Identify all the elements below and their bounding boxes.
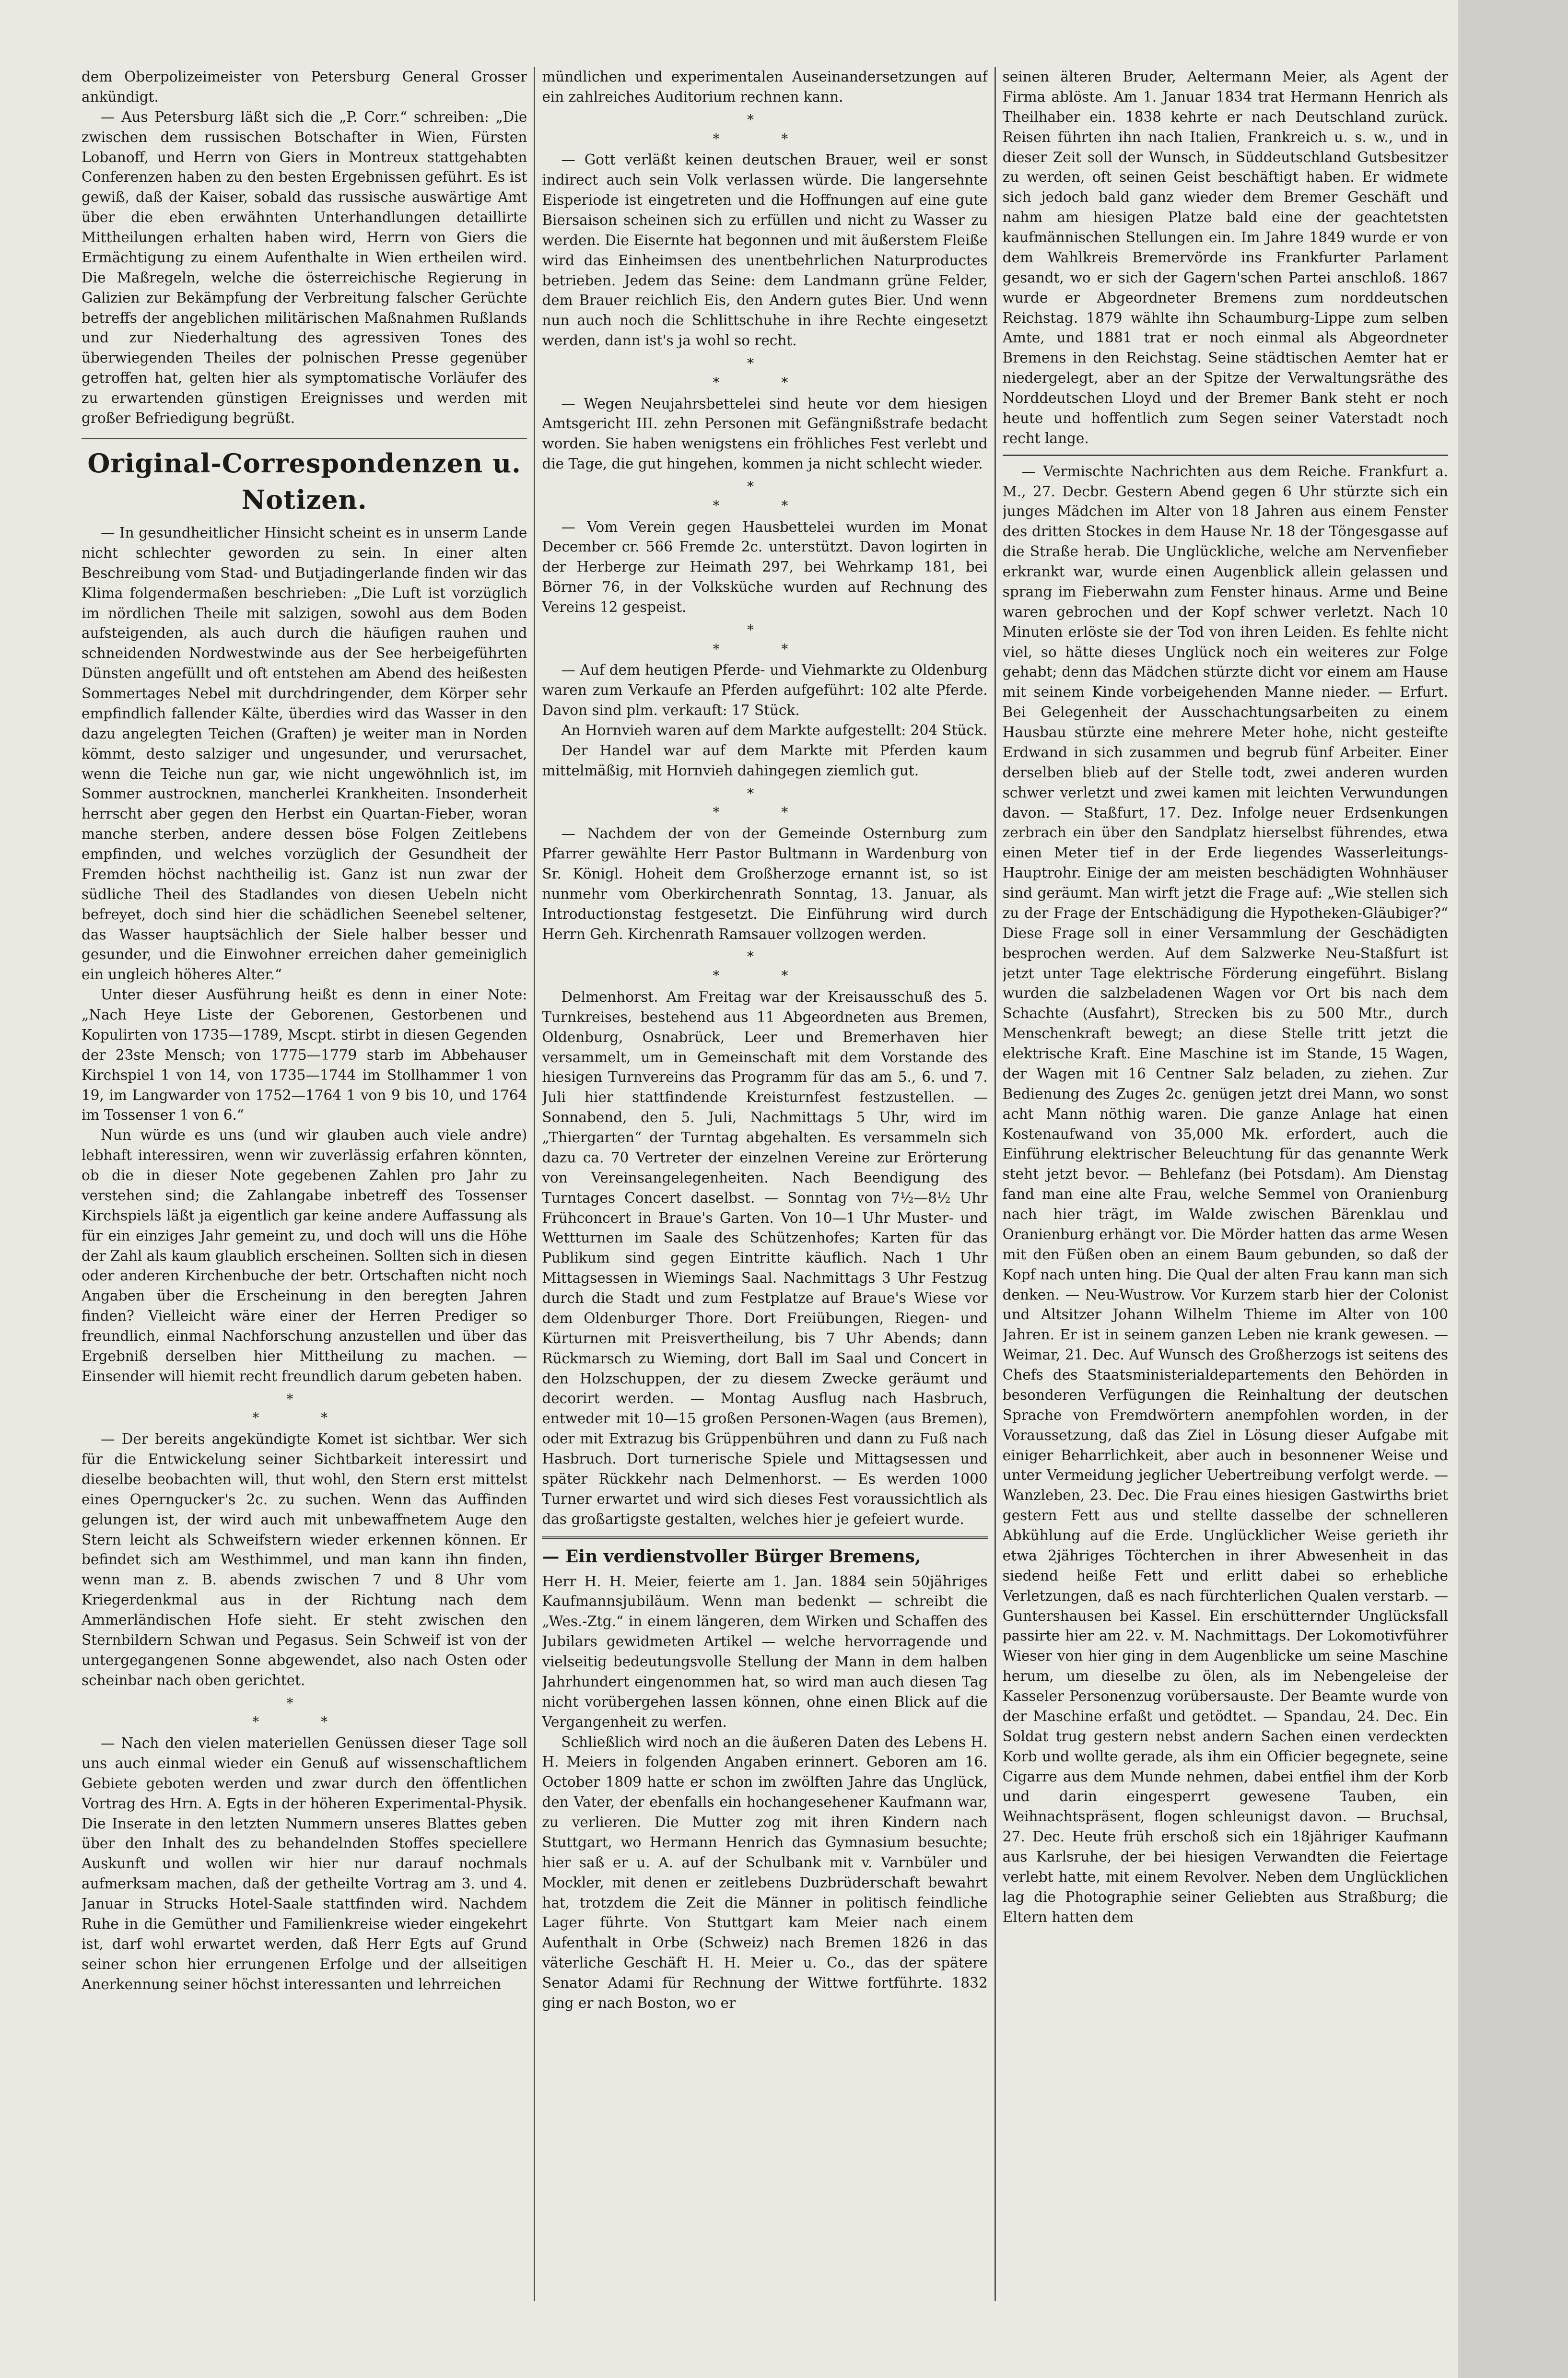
paragraph: Der Handel war auf dem Markte mit Pferden kaum mittelmäßig, mit Hornvieh dahingegen ziemlich gut. [542, 742, 988, 779]
section-heading: Original-Correspondenzen u. Notizen. [82, 438, 527, 518]
paragraph: Delmenhorst. Am Freitag war der Kreisausschuß des 5. Turnkreises, bestehend aus 11 Abgeordneten aus Bremen, Oldenburg, Osnabrück, Leer und Bremerhaven hier versammelt, um in Gemeinschaft mit dem Vorstande des hiesigen Turnvereins das Programm für das am 5., 6. und 7. Juli hier stattfindende Kreisturnfest festzustellen. — Sonnabend, den 5. Juli, Nachmittags 5 Uhr, wird im „Thiergarten“ der Turntag abgehalten. Es versammeln sich dazu ca. 70 Vertreter der einzelnen Vereine zur Erörterung von Vereinsangelegenheiten. Nach Beendigung des Turntages Concert daselbst. — Sonntag von 7½—8½ Uhr Frühconcert in Braue's Garten. Von 10—1 Uhr Muster- und Wettturnen im Saale des Schützenhofes; Karten für das Publikum sind gegen Eintritte käuflich. Nach 1 Uhr Mittagsessen in Wiemings Saal. Nachmittags 3 Uhr Festzug durch die Stadt und zum Festplatze auf Braue's Wiese vor dem Oldenburger Thore. Dort Freiübungen, Riegen- und Kürturnen mit Preisvertheilung, bis 7 Uhr Abends; dann Rückmarsch zu Wieming, dort Ball im Saal und Concert in den Holzschuppen, der zu diesem Zwecke geräumt und decorirt werden. — Montag Ausflug nach Hasbruch, entweder mit 10—15 großen Personen-Wagen (aus Bremen), oder mit Extrazug bis Grüppenbühren und dann zu Fuß nach Hasbruch. Dort turnerische Spiele und Mittagsessen und später Rückkehr nach Delmenhorst. — Es werden 1000 Turner erwartet und wird sich dieses Fest voraussichtlich als das großartigste gestalten, welches hier je gefeiert wurde. [542, 988, 988, 1527]
paragraph: — Gott verläßt keinen deutschen Brauer, weil er sonst indirect auch sein Volk verlassen würde. Die langersehnte Eisperiode ist eingetreten und die Hoffnungen auf eine gute Biersaison scheinen sich zu erfüllen und nicht zu Wasser zu werden. Die Eisernte hat begonnen und mit äußerstem Fleiße wird das Einheimsen des unentbehrlichen Naturproductes betrieben. Jedem das Seine: dem Landmann grüne Felder, dem Brauer reichlich Eis, den Andern gutes Bier. Und wenn nun auch noch die Schlittschuhe in ihre Rechte eingesetzt werden, dann ist's ja wohl so recht. [542, 152, 988, 349]
paragraph: Herr H. H. Meier, feierte am 1. Jan. 1884 sein 50jähriges Kaufmannsjubiläum. Wenn man bedenkt — schreibt die „Wes.-Ztg.“ in einem längeren, dem Wirken und Schaffen des Jubilars gewidmeten Artikel — welche hervorragende und vielseitig bedeutungsvolle Stellung der Mann in dem halben Jahrhundert eingenommen hat, so wird man auch diesen Tag nicht vorübergehen lassen können, ohne einen Blick auf die Vergangenheit zu werfen. [542, 1573, 988, 1730]
separator-stars: * * * [252, 1695, 357, 1730]
separator-stars: * * * [713, 949, 817, 984]
column-2 [542, 67, 987, 2301]
paragraph: — Wegen Neujahrsbettelei sind heute vor dem hiesigen Amtsgericht III. zehn Personen mit Gefängnißstrafe bedacht worden. Sie haben wenigstens ein fröhliches Fest verlebt und die Tage, die gut hingehen, kommen ja nicht schlecht wieder. [542, 395, 988, 472]
separator-stars: * * * [713, 621, 817, 657]
paragraph: — Vom Verein gegen Hausbettelei wurden im Monat December cr. 566 Fremde 2c. unterstützt. Davon logirten in der Herberge zur Heimath 297, bei Wehrkamp 181, bei Börner 76, in der Volksküche wurden auf Rechnung des Vereins 12 gespeist. [542, 518, 988, 615]
column-rule [995, 67, 996, 2301]
paragraph: seinen älteren Bruder, Aeltermann Meier, als Agent der Firma ablöste. Am 1. Januar 1834 trat Hermann Henrich als Theilhaber ein. 1838 kehrte er nach Deutschland zurück. Reisen führten ihn nach Italien, Frankreich u. s. w., und in dieser Zeit soll der Wunsch, in Süddeutschland Gutsbesitzer zu werden, oft seinen Geist beschäftigt haben. Er widmete sich jedoch bald ganz wieder dem Bremer Geschäft und nahm am hiesigen Platze bald eine der geachtetsten kaufmännischen Stellungen ein. Im Jahre 1849 wurde er von dem Wahlkreis Bremervörde ins Frankfurter Parlament gesandt, wo er sich der Gagern'schen Partei anschloß. 1867 wurde er Abgeordneter Bremens zum norddeutschen Reichstag. 1879 wählte ihn Schaumburg-Lippe zum selben Amte, und 1881 trat er noch einmal als Abgeordneter Bremens in den Reichstag. Seine städtischen Aemter hat er niedergelegt, aber an der Spitze der Verwaltungsräthe des Norddeutschen Lloyd und der Bremer Bank steht er noch heute und hoffentlich zum Segen seiner Vaterstadt noch recht lange. [1002, 69, 1448, 446]
paragraph: — Auf dem heutigen Pferde- und Viehmarkte zu Oldenburg waren zum Verkaufe an Pferden aufgeführt: 102 alte Pferde. Davon sind plm. verkauft: 17 Stück. [542, 662, 988, 719]
separator-stars: * * * [713, 111, 817, 147]
paragraph: — Nach den vielen materiellen Genüssen dieser Tage soll uns auch einmal wieder ein Genuß auf wissenschaftlichem Gebiete geboten werden und zwar durch den öffentlichen Vortrag des Hrn. A. Egts in der höheren Experimental-Physik. Die Inserate in den letzten Nummern unseres Blattes geben über den Inhalt des zu behandelnden Stoffes speciellere Auskunft und wollen wir hier nur darauf nochmals aufmerksam machen, daß der getheilte Vortrag am 3. und 4. Januar in Strucks Hotel-Saale stattfinden wird. Nachdem Ruhe in die Gemüther und Familienkreise wieder eingekehrt ist, darf wohl erwartet werden, daß Herr Egts auf Grund seiner schon hier errungenen Erfolge und der allseitigen Anerkennung seiner höchst interessanten und lehrreichen [82, 1735, 527, 1992]
separator-stars: * * * [713, 479, 817, 514]
column-3 [1003, 67, 1448, 2301]
paragraph: — Nachdem der von der Gemeinde Osternburg zum Pfarrer gewählte Herr Pastor Bultmann in Wardenburg von Sr. Königl. Hoheit dem Großherzoge ernannt ist, so ist nunmehr vom Oberkirchenrath Sonntag, 13. Januar, als Introductionstag festgesetzt. Die Einführung wird durch Herrn Geh. Kirchenrath Ramsauer vollzogen werden. [542, 825, 988, 942]
paragraph: Unter dieser Ausführung heißt es denn in einer Note: „Nach Heye Liste der Geborenen, Gestorbenen und Kopulirten von 1735—1789, Mscpt. stirbt in diesen Gegenden der 23ste Mensch; von 1775—1779 starb im Abbehauser Kirchspiel 1 von 14, von 1735—1744 im Stollhammer 1 von 19, im Langwarder von 1752—1764 1 von 9 bis 10, und 1764 im Tossenser 1 von 6.“ [82, 986, 527, 1124]
paragraph: mündlichen und experimentalen Auseinandersetzungen auf ein zahlreiches Auditorium rechnen kann. [542, 69, 988, 105]
divider [1003, 455, 1448, 456]
column-rule [534, 67, 535, 2301]
paragraph: Nun würde es uns (und wir glauben auch viele andre) lebhaft interessiren, wenn wir zuverlässig erfahren könnten, ob die in dieser Note gegebenen Zahlen pro Jahr zu verstehen sind; die Zahlangabe inbetreff des Tossenser Kirchspiels läßt ja eigentlich gar keine andere Auffassung als für ein einziges Jahr gemeint zu, und doch will uns die Höhe der Zahl als kaum glaublich erscheinen. Sollten sich in diesen oder anderen Kirchenbuche der betr. Ortschaften nicht noch Angaben über die Erscheinung in den beregten Jahren finden? Vielleicht wäre einer der Herren Prediger so freundlich, einmal Nachforschung anzustellen und über das Ergebniß derselben hier Mittheilung zu machen. — Einsender will hiemit recht freundlich darum gebeten haben. [82, 1127, 527, 1384]
article-heading: — Ein verdienstvoller Bürger Bremens, [542, 1536, 987, 1569]
separator-stars: * * * [252, 1391, 357, 1426]
separator-stars: * * * [713, 355, 817, 390]
paragraph: — In gesundheitlicher Hinsicht scheint es in unserm Lande nicht schlechter geworden zu sein. In einer alten Beschreibung vom Stad- und Butjadingerlande finden wir das Klima folgendermaßen beschrieben: „Die Luft ist vorzüglich im nördlichen Theile mit salzigen, sowohl aus dem Boden aufsteigenden, als auch durch die häufigen rauhen und schneidenden Nordwestwinde aus der See herbeigeführten Dünsten angefüllt und oft entstehen am Abend des heißesten Sommertages Nebel mit durchdringender, dem Körper sehr empfindlich fallender Kälte, überdies wird das Wasser in den dazu angelegten Teichen (Graften) je weiter man in Norden kömmt, desto salziger und ungesunder, und verursachet, wenn die Teiche nun gar, wie nicht ungewöhnlich ist, im Sommer austrocknen, mancherlei Krankheiten. Insonderheit herrscht aber gegen den Herbst ein Quartan-Fieber, woran manche sterben, andere dessen böse Folgen Zeitlebens empfinden, und welches vorzüglich der Gesundheit der Fremden höchst nachtheilig ist. Ganz ist nun zwar der südliche Theil des Stadlandes von diesen Uebeln nicht befreyet, doch sind hier die schädlichen Seenebel seltener, das Wasser hauptsächlich der Siele halber besser und gesunder, und die Einwohner erreichen daher gemeiniglich ein ungleich höheres Alter.“ [82, 525, 527, 983]
paragraph: — Aus Petersburg läßt sich die „P. Corr.“ schreiben: „Die zwischen dem russischen Botschafter in Wien, Fürsten Lobanoff, und Herrn von Giers in Montreux stattgehabten Conferenzen haben zu den besten Ergebnissen geführt. Es ist gewiß, daß der Kaiser, sobald das russische auswärtige Amt über die eben erwähnten Unterhandlungen detaillirte Mittheilungen erhalten haben wird, Herrn von Giers die Ermächtigung zu einem Aufenthalte in Wien ertheilen wird. Die Maßregeln, welche die österreichische Regierung in Galizien zur Bekämpfung der Verbreitung falscher Gerüchte betreffs der angeblichen militärischen Maßnahmen Rußlands und zur Niederhaltung des agressiven Tones des überwiegenden Theiles der polnischen Presse gegenüber getroffen hat, gelten hier als symptomatische Vorläufer des zu erwartenden günstigen Ereignisses und werden mit großer Befriedigung begrüßt. [82, 108, 527, 426]
paragraph: — Der bereits angekündigte Komet ist sichtbar. Wer sich für die Entwickelung seiner Sichtbarkeit interessirt und dieselbe beobachten will, thut wohl, den Stern erst mittelst eines Operngucker's 2c. zu suchen. Wenn das Auffinden gelungen ist, der wird auch mit unbewaffnetem Auge den Stern leicht als Schweifstern wieder erkennen können. Er befindet sich am Westhimmel, und man kann ihn finden, wenn man z. B. abends zwischen 7 und 8 Uhr vom Kriegerdenkmal aus in der Richtung nach dem Ammerländischen Hofe sieht. Er steht zwischen den Sternbildern Schwan und Pegasus. Sein Schweif ist von der untergegangenen Sonne abgewendet, also nach Osten oder scheinbar nach oben gerichtet. [82, 1431, 527, 1688]
page-columns [82, 67, 1448, 2301]
column-1 [82, 67, 527, 2301]
paragraph: dem Oberpolizeimeister von Petersburg General Grosser ankündigt. [82, 69, 527, 105]
paragraph: An Hornvieh waren auf dem Markte aufgestellt: 204 Stück. [561, 722, 988, 738]
separator-stars: * * * [713, 785, 817, 820]
paragraph: — Vermischte Nachrichten aus dem Reiche. Frankfurt a. M., 27. Decbr. Gestern Abend gegen 6 Uhr stürzte sich ein junges Mädchen im Alter von 18 Jahren aus einem Fenster des dritten Stockes in dem Hause Nr. 18 der Töngesgasse auf die Straße herab. Die Unglückliche, welche am Nervenfieber erkrankt war, wurde einen Augenblick allein gelassen und sprang im Fieberwahn zum Fenster hinaus. Arme und Beine waren gebrochen und der Kopf schwer verletzt. Nach 10 Minuten erlöste sie der Tod von ihren Leiden. Es fehlte nicht viel, so hätte dieses Unglück noch ein weiteres zur Folge gehabt; denn das Mädchen stürzte dicht vor einem am Hause mit seinem Kinde vorbeigehenden Manne nieder. — Erfurt. Bei Gelegenheit der Ausschachtungsarbeiten zu einem Hausbau stürzte eine mehrere Meter hohe, nicht gesteifte Erdwand in sich zusammen und begrub fünf Arbeiter. Einer derselben blieb auf der Stelle todt, zwei anderen wurden schwer verletzt und zwei kamen mit leichten Verwundungen davon. — Staßfurt, 17. Dez. Infolge neuer Erdsenkungen zerbrach ein über den Sandplatz hierselbst führendes, etwa einen Meter tief in der Erde liegendes Wasserleitungs-Hauptrohr. Einige der am meisten beschädigten Wohnhäuser sind geräumt. Man wirft jetzt die Frage auf: „Wie stellen sich zu der Frage der Entschädigung die Hypotheken-Gläubiger?“ Diese Frage soll in einer Versammlung der Geschädigten besprochen werden. Auf dem Salzwerke Neu-Staßfurt ist jetzt unter Tage elektrische Förderung eingeführt. Bislang wurden die salzbeladenen Wagen vor Ort bis nach dem Schachte (Ausfahrt), Strecken bis zu 500 Mtr., durch Menschenkraft bewegt; an diese Stelle tritt jetzt die elektrische Kraft. Eine Maschine ist im Stande, 15 Wagen, der Wagen mit 16 Centner Salz beladen, zu ziehen. Zur Bedienung des Zuges 2c. genügen jetzt drei Mann, wo sonst acht Mann nöthig waren. Die ganze Anlage hat einen Kostenaufwand von 35,000 Mk. erfordert, auch die Einführung elektrischer Beleuchtung für das genannte Werk steht jetzt bevor. — Behlefanz (bei Potsdam). Am Dienstag fand man eine alte Frau, welche Semmel von Oranienburg nach hier trägt, im Walde zwischen Bärenklau und Oranienburg erhängt vor. Die Mörder hatten das arme Wesen mit den Füßen oben an einem Baum gebunden, so daß der Kopf nach unten hing. Die Qual der alten Frau kann man sich denken. — Neu-Wustrow. Vor Kurzem starb hier der Colonist und Altsitzer Johann Wilhelm Thieme im Alter von 100 Jahren. Er ist in seinem ganzen Leben nie krank gewesen. — Weimar, 21. Dec. Auf Wunsch des Großherzogs ist seitens des Chefs des Staatsministerialdepartements den Behörden in besonderen Verfügungen die Reinhaltung der deutschen Sprache von Fremdwörtern anempfohlen worden, in der Voraussetzung, daß das Ziel in Lösung dieser Aufgabe mit einiger Beharrlichkeit, aber auch in besonnener Weise und unter Vermeidung jeglicher Uebertreibung verfolgt werde. — Wanzleben, 23. Dec. Die Frau eines hiesigen Gastwirths briet gestern Fett aus und stellte dasselbe der schnelleren Abkühlung auf die Erde. Unglücklicher Weise gerieth ihr etwa 2jähriges Töchterchen in ihrer Abwesenheit in das siedend heiße Fett und erlitt dabei so erhebliche Verletzungen, daß es nach fürchterlichen Qualen verstarb. — Guntershausen bei Kassel. Ein erschütternder Unglücksfall passirte hier am 22. v. M. Nachmittags. Der Lokomotivführer Wieser von hier ging in dem Augenblicke um seine Maschine herum, um dieselbe zu ölen, als im Nebengeleise der Kasseler Personenzug vorübersauste. Der Beamte wurde von der Maschine erfaßt und getödtet. — Spandau, 24. Dec. Ein Soldat trug gestern nebst andern Sachen einen verdeckten Korb und wollte gerade, als ihm ein Officier begegnete, seine Cigarre aus dem Munde nehmen, dabei entfiel ihm der Korb und darin eingesperrt gewesene Tauben, ein Weihnachtspräsent, flogen schleunigst davon. — Bruchsal, 27. Dec. Heute früh erschoß sich ein 18jähriger Kaufmann aus Karlsruhe, der bei hiesigen Verwandten die Feiertage verlebt hatte, mit einem Revolver. Neben dem Unglücklichen lag die Photographie seiner Geliebten aus Straßburg; die Eltern hatten dem [1002, 463, 1448, 1925]
paragraph: Schließlich wird noch an die äußeren Daten des Lebens H. H. Meiers in folgenden Angaben erinnert. Geboren am 16. October 1809 hatte er schon im zwölften Jahre das Unglück, den Vater, der ebenfalls ein hochangesehener Kaufmann war, zu verlieren. Die Mutter zog mit ihren Kindern nach Stuttgart, wo Hermann Henrich das Gymnasium besuchte; hier saß er u. A. auf der Schulbank mit v. Varnbüler und Mockler, mit denen er zeitlebens Duzbrüderschaft bewahrt hat, trotzdem die Zeit die Männer in politisch feindliche Lager führte. Von Stuttgart kam Meier nach einem Aufenthalt in Orbe (Schweiz) nach Bremen 1826 in das väterliche Geschäft H. H. Meier u. Co., das der spätere Senator Adami für Rechnung der Wittwe fortführte. 1832 ging er nach Boston, wo er [542, 1734, 988, 2011]
